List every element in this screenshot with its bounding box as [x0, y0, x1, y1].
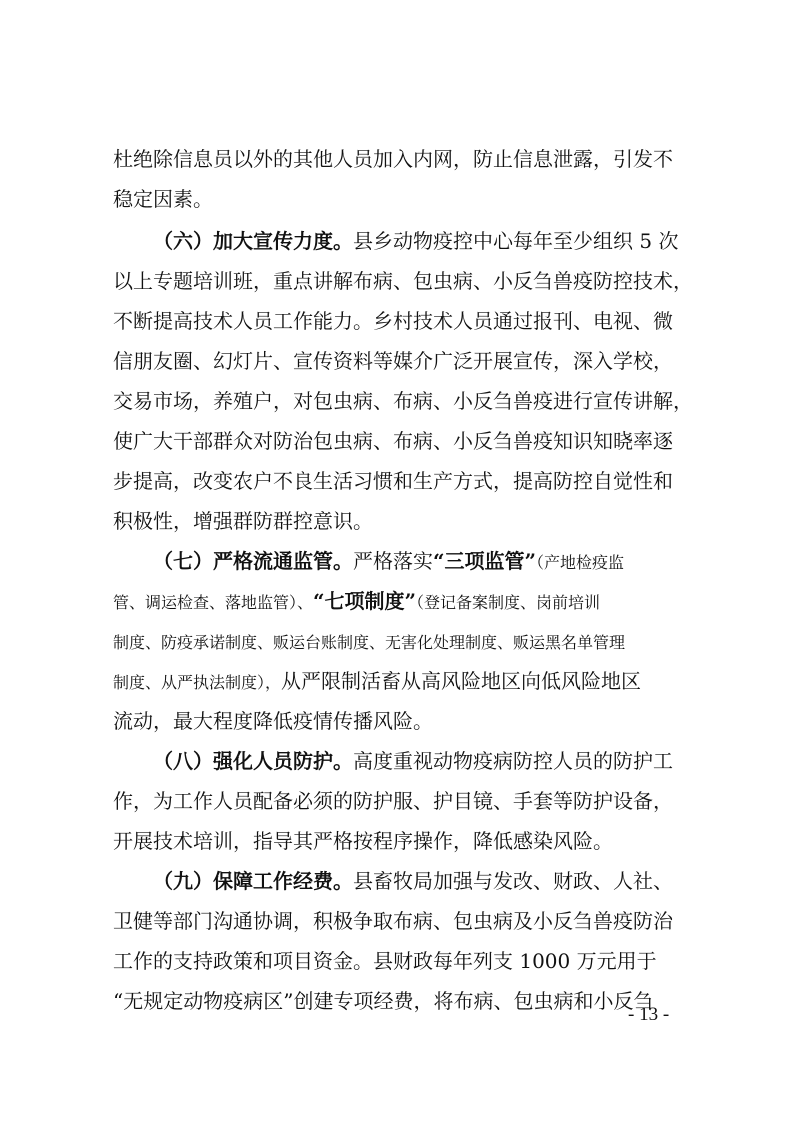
text-span: 高度重视动物疫病防控人员的防护工: [353, 749, 673, 773]
text-line: [113, 469, 703, 493]
emphasis-text: “三项监管”: [433, 549, 537, 573]
text-line: [113, 509, 703, 533]
text-span: 严格落实: [353, 549, 433, 573]
text-line: [153, 549, 703, 573]
section-heading: （九）保障工作经费。: [153, 869, 353, 893]
text-span: 作，为工作人员配备必须的防护服、护目镜、手套等防护设备，: [113, 789, 673, 813]
text-span: 步提高，改变农户不良生活习惯和生产方式，提高防控自觉性和: [113, 469, 673, 493]
page-number: - 13 -: [628, 1004, 670, 1025]
text-line: [153, 229, 703, 253]
text-line: [113, 989, 703, 1013]
section-heading: （七）严格流通监管。: [153, 549, 353, 573]
text-span: 县畜牧局加强与发改、财政、人社、: [353, 869, 673, 893]
text-line: [113, 429, 703, 453]
small-text: （登记备案制度、岗前培训: [416, 593, 601, 612]
text-line: [113, 789, 703, 813]
text-line: [113, 669, 703, 693]
small-text: 制度、从严执法制度），: [113, 673, 282, 692]
text-span: 开展技术培训，指导其严格按程序操作，降低感染风险。: [113, 829, 613, 853]
text-line: [113, 589, 703, 613]
text-span: 使广大干部群众对防治包虫病、布病、小反刍兽疫知识知晓率逐: [113, 429, 673, 453]
text-line: [113, 389, 703, 413]
text-line: [153, 749, 703, 773]
text-span: 不断提高技术人员工作能力。乡村技术人员通过报刊、电视、微: [113, 309, 673, 333]
text-span: 县乡动物疫控中心每年至少组织 5 次: [353, 229, 679, 253]
text-line: [113, 309, 703, 333]
text-span: 以上专题培训班，重点讲解布病、包虫病、小反刍兽疫防控技术，: [113, 269, 693, 293]
text-line: [113, 909, 703, 933]
text-span: 积极性，增强群防群控意识。: [113, 509, 373, 533]
section-heading: （八）强化人员防护。: [153, 749, 353, 773]
text-line: [113, 147, 703, 171]
text-span: 流动，最大程度降低疫情传播风险。: [113, 709, 433, 733]
text-line: [113, 629, 703, 653]
small-text: 制度、防疫承诺制度、贩运台账制度、无害化处理制度、贩运黑名单管理: [113, 633, 626, 652]
text-line: [113, 709, 703, 733]
small-text: 管、调运检查、落地监管）、: [113, 593, 314, 612]
text-line: [113, 829, 703, 853]
text-line: [153, 869, 703, 893]
text-line: [113, 187, 703, 211]
emphasis-text: “七项制度”: [313, 589, 417, 613]
text-span: 卫健等部门沟通协调，积极争取布病、包虫病及小反刍兽疫防治: [113, 909, 673, 933]
text-span: 稳定因素。: [113, 187, 213, 211]
text-span: 工作的支持政策和项目资金。县财政每年列支 1000 万元用于: [113, 949, 657, 973]
text-line: [113, 349, 703, 373]
text-span: “无规定动物疫病区”创建专项经费，将布病、包虫病和小反刍: [113, 989, 654, 1013]
section-heading: （六）加大宣传力度。: [153, 229, 353, 253]
text-line: [113, 949, 703, 973]
small-text: （产地检疫监: [536, 553, 625, 572]
text-span: 交易市场，养殖户，对包虫病、布病、小反刍兽疫进行宣传讲解，: [113, 389, 693, 413]
text-span: 杜绝除信息员以外的其他人员加入内网，防止信息泄露，引发不: [113, 147, 673, 171]
text-line: [113, 269, 703, 293]
text-span: 从严限制活畜从高风险地区向低风险地区: [281, 669, 642, 693]
text-span: 信朋友圈、幻灯片、宣传资料等媒介广泛开展宣传，深入学校，: [113, 349, 673, 373]
